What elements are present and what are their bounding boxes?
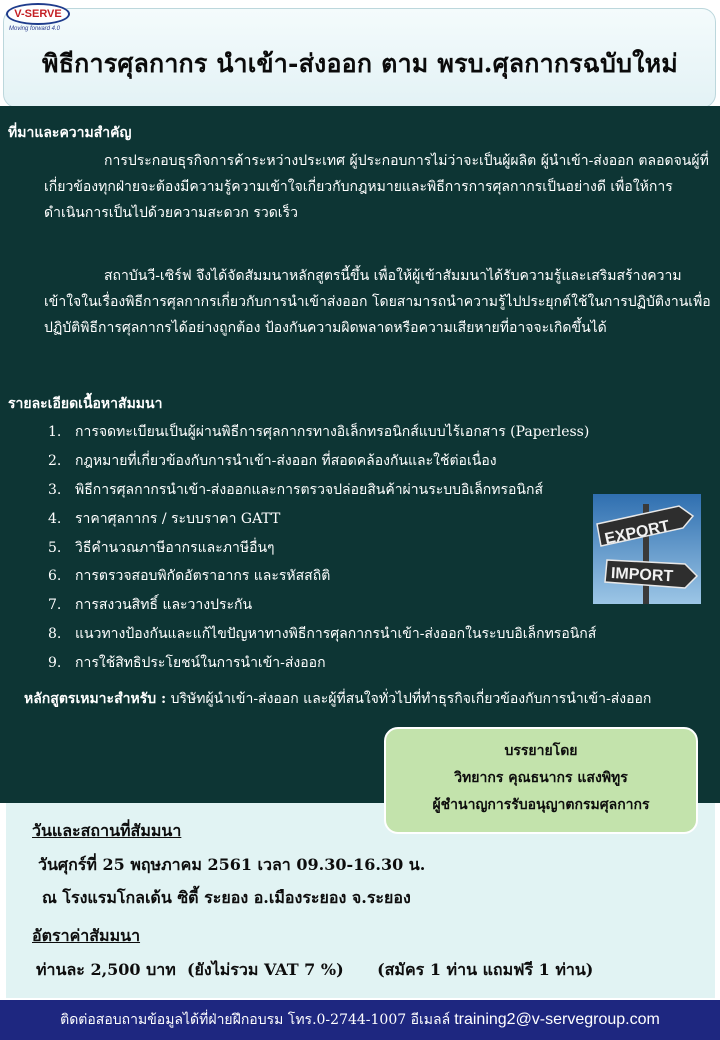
footer-email[interactable]: training2@v-servegroup.com [454,1011,660,1028]
fee-heading: อัตราค่าสัมมนา [32,926,141,945]
footer-contact-text: ติดต่อสอบถามข้อมูลได้ที่ฝ่ายฝึกอบรม โทร.0-2744-1007 อีเมลล์ [60,1012,451,1028]
logo-tagline: Moving forward 4.0 [9,26,61,32]
import-label: IMPORT [610,565,674,586]
list-item: 9. การใช้สิทธิประโยชน์ในการนำเข้า-ส่งออก [48,654,326,671]
list-item: 7. การสงวนสิทธิ์ และวางประกัน [48,597,253,614]
footer-contact [0,1000,720,1040]
background-paragraph-2: สถาบันวี-เซิร์ฟ จึงได้จัดสัมมนาหลักสูตรนี้ขึ้น เพื่อให้ผู้เข้าสัมมนาได้รับความรู้และเสริมสร้างความเข้าใจในเรื่องพิธีการศุลกากรเกี่ยวกับการนำเข้าส่งออก โดยสามารถนำความรู้ไปประยุกต์ใช้ในการปฏิบัติงานเพื่อปฏิบัติพิธีการศุลกากรได้อย่างถูกต้อง ป้องกันความผิดพลาดหรือความเสียหายที่อาจจะเกิดขึ้นได้ [44,268,711,336]
speaker-box [384,727,698,834]
logo-text: V-SERVE [6,3,70,25]
page-title: พิธีการศุลกากร นำเข้า-ส่งออก ตาม พรบ.ศุลกากรฉบับใหม่ [42,49,678,78]
list-item: 1. การจดทะเบียนเป็นผู้ผ่านพิธีการศุลกากรทางอิเล็กทรอนิกส์แบบไร้เอกสาร (Paperless) [48,424,590,441]
list-item: 5. วิธีคำนวณภาษีอากรและภาษีอื่นๆ [48,539,275,556]
v-serve-logo [6,3,72,37]
background-heading: ที่มาและความสำคัญ [8,125,132,141]
export-import-sign-image [593,494,701,604]
export-label: EXPORT [603,517,672,549]
speaker-name: วิทยากร คุณธนากร แสงพิทูร [454,770,628,786]
speaker-position: ผู้ชำนาญการรับอนุญาตกรมศุลกากร [432,797,650,813]
fee-price-line [36,958,593,983]
list-item: 6. การตรวจสอบพิกัดอัตราอากร และรหัสสถิติ [48,568,331,585]
seminar-date: วันศุกร์ที่ 25 พฤษภาคม 2561 เวลา 09.30-16.30 น. [38,855,426,874]
list-item: 8. แนวทางป้องกันและแก้ไขปัญหาทางพิธีการศุลกากรนำเข้า-ส่งออกในระบบอิเล็กทรอนิกส์ [48,625,597,642]
topics-list [48,418,596,677]
fee-price: ท่านละ 2,500 บาท [36,960,176,979]
venue-heading: วันและสถานที่สัมมนา [32,821,182,840]
topics-heading: รายละเอียดเนื้อหาสัมมนา [8,396,163,412]
list-item: 2. กฎหมายที่เกี่ยวข้องกับการนำเข้า-ส่งออก ที่สอดคล้องกันและใช้ต่อเนื่อง [48,453,497,470]
fee-promo: (สมัคร 1 ท่าน แถมฟรี 1 ท่าน) [377,960,594,979]
list-item: 3. พิธีการศุลกากรนำเข้า-ส่งออกและการตรวจปล่อยสินค้าผ่านระบบอิเล็กทรอนิกส์ [48,481,544,498]
target-audience: หลักสูตรเหมาะสำหรับ : บริษัทผู้นำเข้า-ส่งออก และผู้ที่สนใจทั่วไปที่ทำธุรกิจเกี่ยวข้องกับการนำเข้า-ส่งออก [24,691,652,707]
list-item: 4. ราคาศุลกากร / ระบบราคา GATT [48,510,281,527]
speaker-title: บรรยายโดย [504,743,578,759]
background-paragraph-1: การประกอบธุรกิจการค้าระหว่างประเทศ ผู้ประกอบการไม่ว่าจะเป็นผู้ผลิต ผู้นำเข้า-ส่งออก ตลอดจนผู้ที่เกี่ยวข้องทุกฝ่ายจะต้องมีความรู้ความเข้าใจเกี่ยวกับกฎหมายและพิธีการการศุลกากรเป็นอย่างดี เพื่อให้การดำเนินการเป็นไปด้วยความสะดวก รวดเร็ว [44,153,709,221]
seminar-place: ณ โรงแรมโกลเด้น ซิตี้ ระยอง อ.เมืองระยอง จ.ระยอง [42,888,411,907]
fee-vat: (ยังไม่รวม VAT 7 %) [186,960,344,979]
